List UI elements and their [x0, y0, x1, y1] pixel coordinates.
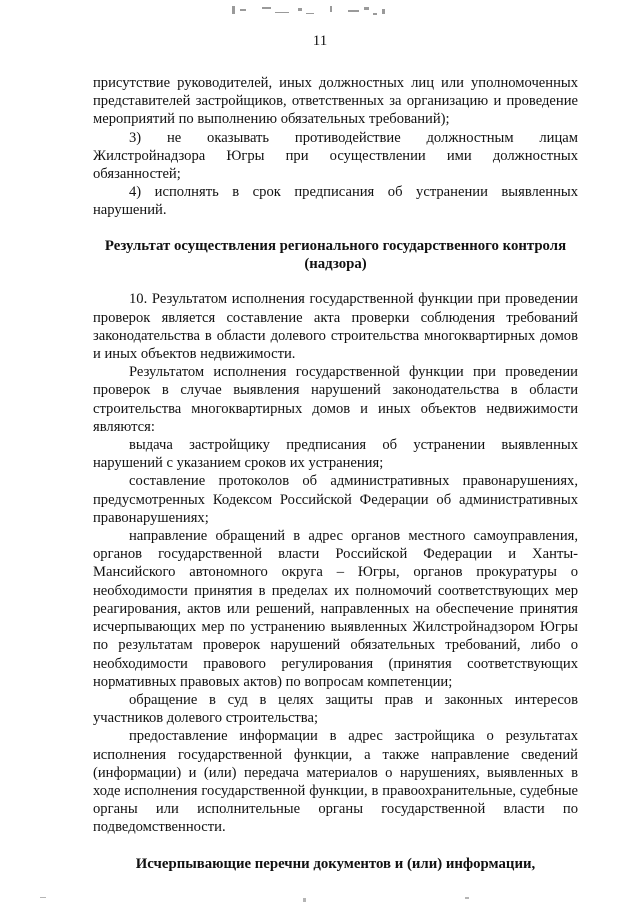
paragraph-item-3: 3) не оказывать противодействие должностным лицам Жилстройнадзора Югры при осуществлении ими должностных обязанностей; [93, 129, 578, 183]
paragraph-results-intro: Результатом исполнения государственной функции при проведении проверок в случае выявления нарушений законодательства в области строительства многоквартирных домов и иных объектов недвижимости являются: [93, 364, 578, 435]
paragraph-list-item: предоставление информации в адрес застройщика о результатах исполнения государственной функции, а также направление сведений (информации) и (или) передача материалов о нарушениях, выявленных в ходе исполнения государственной функции, в правоохранительные, судебные органы или исполнительные органы государственной власти по подведомственности. [93, 728, 578, 836]
section-heading: Результат осуществления регионального государственного контроля (надзора) [104, 237, 567, 273]
scan-noise-top [232, 6, 385, 15]
document-body [93, 74, 578, 873]
paragraph-list-item: составление протоколов об административных правонарушениях, предусмотренных Кодексом Российской Федерации об административных правонарушениях; [93, 473, 578, 526]
paragraph-continuation: присутствие руководителей, иных должностных лиц или уполномоченных представителей застройщиков, ответственных за организацию и проведение мероприятий по выполнению обязательных требований); [93, 75, 578, 128]
paragraph-item-4: 4) исполнять в срок предписания об устранении выявленных нарушений. [93, 184, 578, 219]
paragraph-list-item: направление обращений в адрес органов местного самоуправления, органов государственной власти Российской Федерации и Ханты-Мансийского автономного округа – Югры, органов прокуратуры о необходимости принятия в пределах их полномочий соответствующих мер реагирования, актов или решений, направленных на обеспечение принятия исчерпывающих мер по устранению выявленных Жилстройнадзором Югры по результатам проверок нарушений обязательных требований, либо о необходимости правового регулирования (принятия соответствующих нормативных правовых актов) по вопросам компетенции; [93, 528, 578, 690]
section-heading-next: Исчерпывающие перечни документов и (или) информации, [135, 855, 536, 872]
page-number: 11 [312, 33, 328, 49]
paragraph-list-item: обращение в суд в целях защиты прав и законных интересов участников долевого строительства; [93, 691, 578, 727]
paragraph-list-item: выдача застройщику предписания об устранении выявленных нарушений с указанием сроков их устранения; [93, 437, 578, 472]
paragraph-10: 10. Результатом исполнения государственной функции при проведении проверок является составление акта проверки соблюдения требований законодательства в области долевого строительства многоквартирных домов и иных объектов недвижимости. [93, 291, 578, 363]
scan-noise-bottom [40, 897, 469, 902]
